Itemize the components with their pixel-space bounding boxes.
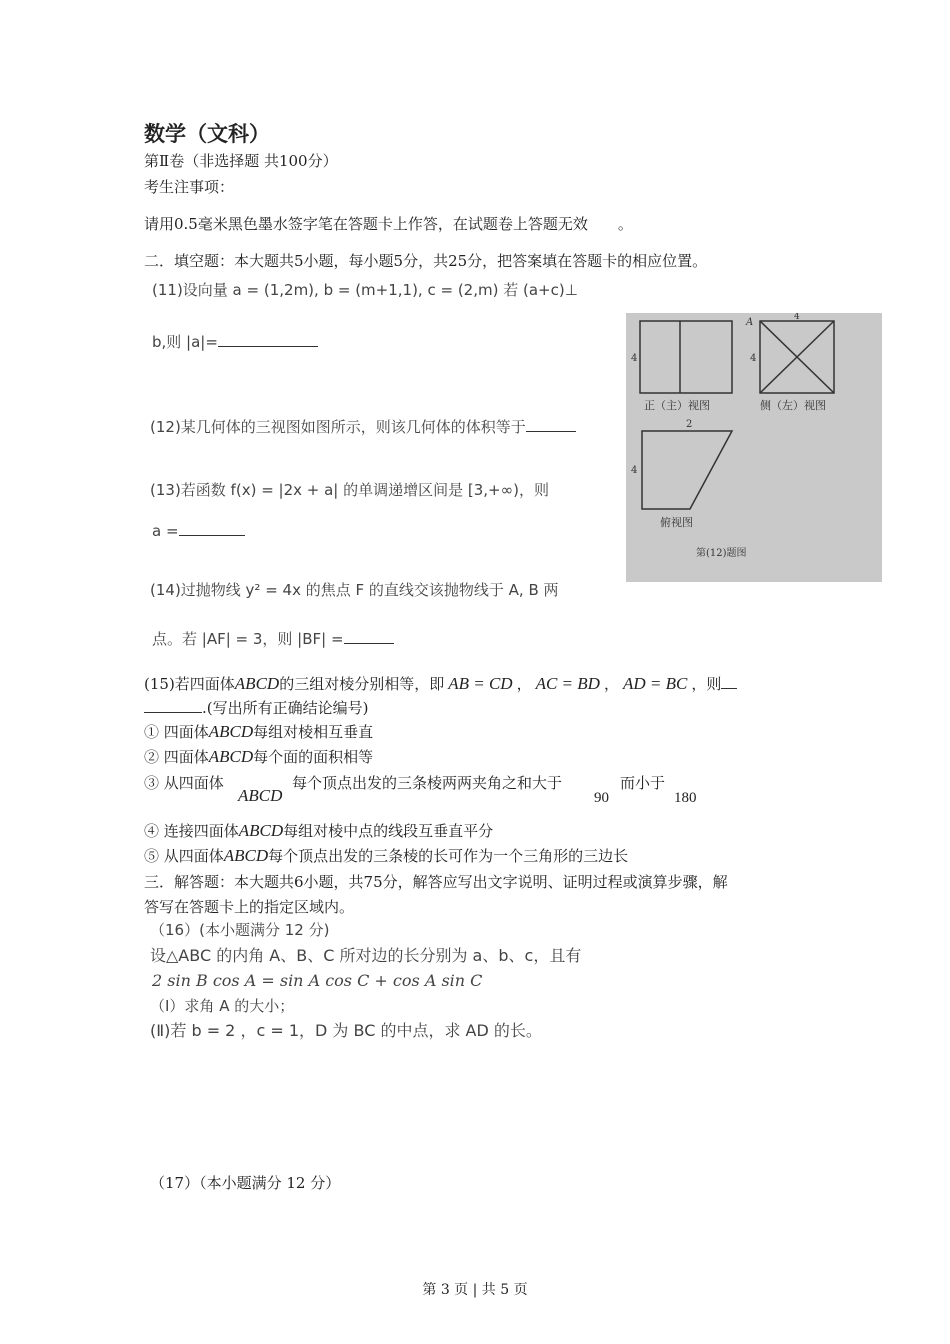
q15-eq3: AD = BC — [622, 674, 688, 693]
q14-line1: (14)过抛物线 y² = 4x 的焦点 F 的直线交该抛物线于 A, B 两 — [150, 581, 559, 599]
q15-opt5-pre: ⑤ 从四面体 — [144, 847, 224, 865]
q15-answer-blank-b[interactable] — [144, 712, 202, 713]
three-view-figure — [626, 313, 882, 582]
q13-line1: (13)若函数 f(x) = |2x + a| 的单调递增区间是 [3,+∞)，则 — [150, 481, 549, 499]
q15-opt4-pre: ④ 连接四面体 — [144, 822, 239, 840]
exam-note-end: 。 — [617, 215, 633, 233]
q15-sep2: ， — [603, 675, 619, 693]
section3-heading-line1: 三．解答题：本大题共6小题，共75分，解答应写出文字说明、证明过程或演算步骤，解 — [144, 873, 728, 891]
q15-opt5-abcd: ABCD — [223, 846, 269, 865]
q15-opt4-post: 每组对棱中点的线段互垂直平分 — [283, 822, 494, 840]
exam-note-text: 请用0.5毫米黑色墨水签字笔在答题卡上作答，在试题卷上答题无效 — [144, 215, 588, 233]
q15-option3-mid: 每个顶点出发的三条棱两两夹角之和大于 — [292, 774, 563, 792]
q15-opt4-abcd: ABCD — [238, 821, 284, 840]
q14-line2 — [152, 629, 394, 649]
q15-option3-pre: ③ 从四面体 — [144, 774, 224, 792]
q15-opt1-pre: ① 四面体 — [144, 723, 209, 741]
top-view-label: 俯视图 — [660, 516, 693, 529]
q13-answer-blank[interactable] — [179, 535, 245, 536]
dim-side-width: 4 — [794, 313, 800, 322]
q13-line2-text: a = — [152, 522, 179, 540]
exam-note — [144, 214, 633, 234]
q15-option3-90: 90 — [594, 790, 609, 806]
q15-stem-line2-text: .(写出所有正确结论编号) — [202, 699, 369, 717]
q15-eq1: AB = CD — [448, 674, 513, 693]
q15-opt1-post: 每组对棱相互垂直 — [253, 723, 374, 741]
q15-opt2-post: 每个面的面积相等 — [253, 748, 374, 766]
q15-stem — [144, 674, 737, 694]
page-footer: 第 3 页 | 共 5 页 — [422, 1282, 528, 1298]
volume-label: 第Ⅱ卷（非选择题 共100分） — [144, 152, 338, 170]
q16-part1: （Ⅰ）求角 A 的大小； — [150, 997, 295, 1015]
page-title: 数学（文科） — [144, 122, 270, 146]
q15-option1 — [144, 722, 373, 742]
q15-eq2: AC = BD — [535, 674, 600, 693]
q14-line2-text: 点。若 |AF| = 3，则 |BF| = — [152, 630, 344, 648]
q15-option3-180: 180 — [674, 790, 697, 806]
q16-title: （16）(本小题满分 12 分) — [150, 921, 330, 939]
notes-heading: 考生注事项： — [144, 178, 235, 196]
q16-line1: 设△ABC 的内角 A、B、C 所对边的长分别为 a、b、c，且有 — [150, 946, 582, 965]
q12 — [150, 417, 576, 437]
q15-answer-blank-a[interactable] — [721, 688, 737, 689]
q17-title: （17）（本小题满分 12 分） — [150, 1174, 341, 1192]
three-view-drawing — [626, 313, 882, 582]
q12-text: (12)某几何体的三视图如图所示，则该几何体的体积等于 — [150, 418, 526, 436]
q15-option3-and: 而小于 — [620, 774, 666, 792]
dim-top-height: 4 — [631, 465, 638, 476]
q11-line2-text: b,则 |a|= — [152, 333, 218, 351]
q15-stem-end: ，则 — [691, 675, 722, 693]
q15-opt5-post: 每个顶点出发的三条棱的长可作为一个三角形的三边长 — [268, 847, 629, 865]
q11-line2 — [152, 332, 318, 352]
section2-heading: 二．填空题：本大题共5小题，每小题5分，共25分，把答案填在答题卡的相应位置。 — [144, 252, 708, 270]
label-a: A — [746, 317, 754, 328]
q11-line1: (11)设向量 a = (1,2m), b = (m+1,1), c = (2,m) 若 (a+c)⊥ — [152, 281, 578, 299]
dim-side-height: 4 — [750, 353, 757, 364]
q14-answer-blank[interactable] — [344, 643, 394, 644]
figure-caption: 第(12)题图 — [696, 548, 747, 559]
q15-stem-pre: (15)若四面体 — [144, 675, 235, 693]
front-view-label: 正（主）视图 — [644, 399, 710, 412]
dim-top-width: 2 — [686, 419, 693, 430]
q15-option3-abcd: ABCD — [238, 786, 283, 805]
q15-opt2-pre: ② 四面体 — [144, 748, 209, 766]
q15-stem-mid: 的三组对棱分别相等，即 — [279, 675, 445, 693]
q12-answer-blank[interactable] — [526, 431, 576, 432]
q15-opt1-abcd: ABCD — [208, 722, 254, 741]
dim-front-height: 4 — [631, 353, 638, 364]
q15-option2 — [144, 747, 373, 767]
q15-option4 — [144, 821, 493, 841]
q15-opt2-abcd: ABCD — [208, 747, 254, 766]
side-view-label: 侧（左）视图 — [760, 399, 826, 412]
q15-sep1: ， — [516, 675, 532, 693]
q16-part2: (Ⅱ)若 b = 2 ，c = 1，D 为 BC 的中点，求 AD 的长。 — [150, 1021, 542, 1040]
q16-line2: 2 sin B cos A = sin A cos C + cos A sin C — [152, 971, 483, 990]
q15-abcd: ABCD — [234, 674, 280, 693]
q11-answer-blank[interactable] — [218, 346, 318, 347]
q13-line2 — [152, 521, 245, 541]
section3-heading-line2: 答写在答题卡上的指定区域内。 — [144, 898, 355, 916]
q15-option5 — [144, 846, 628, 866]
q15-stem-line2 — [144, 698, 368, 718]
